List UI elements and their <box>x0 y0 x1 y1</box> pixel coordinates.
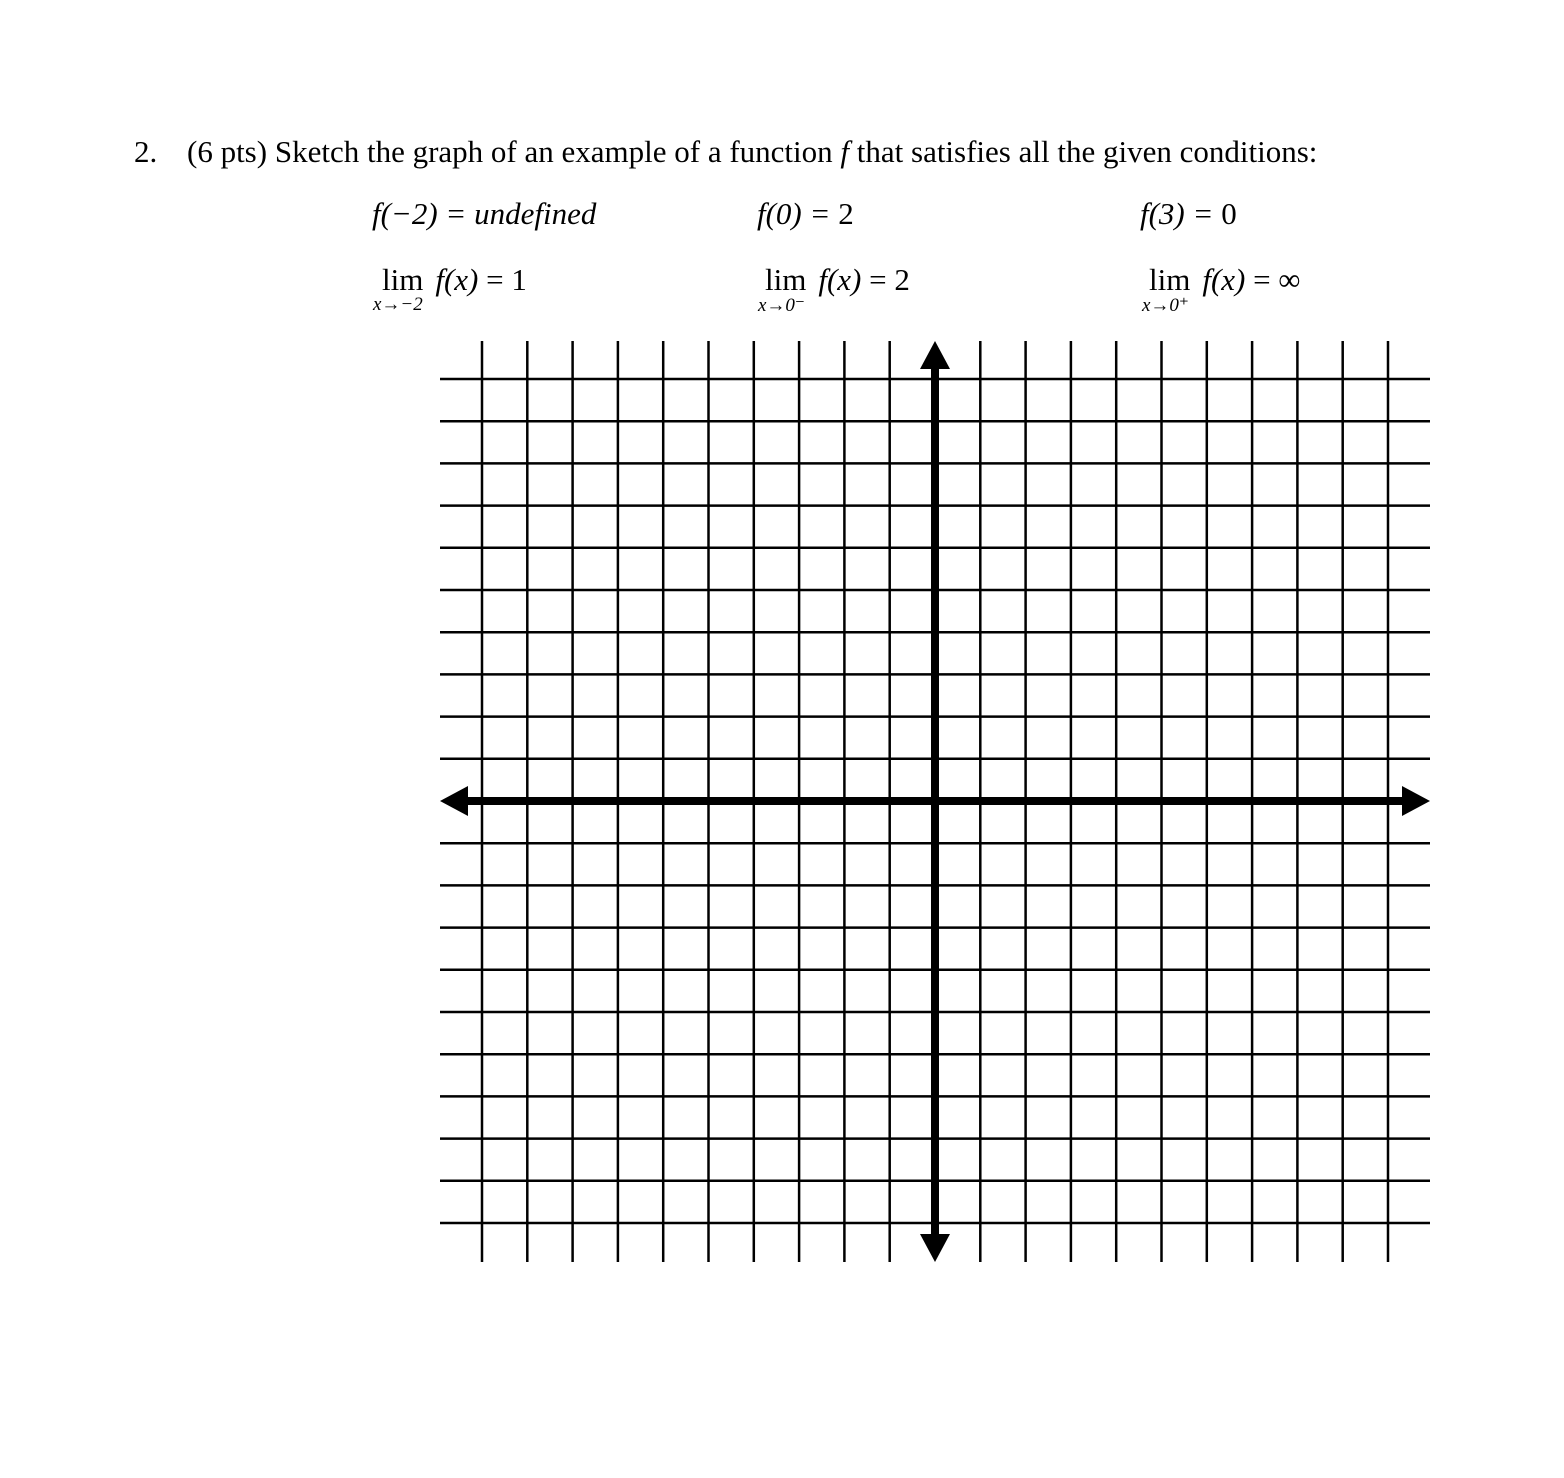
limit-fx: f(x) <box>818 262 862 297</box>
limit-fx: f(x) <box>1202 262 1246 297</box>
condition-lhs: f(3) = <box>1140 196 1222 231</box>
question-number: 2. <box>134 134 158 169</box>
limit-subscript: x→0⁺ <box>1142 295 1189 316</box>
x-axis-left-arrow-icon <box>440 786 468 816</box>
x-axis-right-arrow-icon <box>1402 786 1430 816</box>
function-symbol: f <box>840 134 850 169</box>
limit-word: lim <box>765 262 807 297</box>
limit-subscript: x→0⁻ <box>758 295 805 316</box>
limit-value: = 1 <box>478 262 527 297</box>
limit-subscript: x→−2 <box>373 294 423 315</box>
limit-word: lim <box>382 262 424 297</box>
condition-lhs: f(−2) = <box>372 196 475 231</box>
condition-rhs: 2 <box>838 196 854 231</box>
condition-rhs: undefined <box>474 196 597 231</box>
condition-lhs: f(0) = <box>757 196 839 231</box>
axes <box>440 341 1430 1262</box>
condition-rhs: 0 <box>1221 196 1237 231</box>
question-points: (6 pts) <box>187 134 268 169</box>
question-text-before: Sketch the graph of an example of a function <box>274 134 833 169</box>
y-axis-up-arrow-icon <box>920 341 950 369</box>
limit-word: lim <box>1149 262 1191 297</box>
limit-value: = 2 <box>861 262 910 297</box>
limit-fx: f(x) <box>435 262 479 297</box>
limit-value: = ∞ <box>1245 262 1301 297</box>
question-text-after: that satisfies all the given conditions: <box>856 134 1318 169</box>
y-axis-down-arrow-icon <box>920 1234 950 1262</box>
